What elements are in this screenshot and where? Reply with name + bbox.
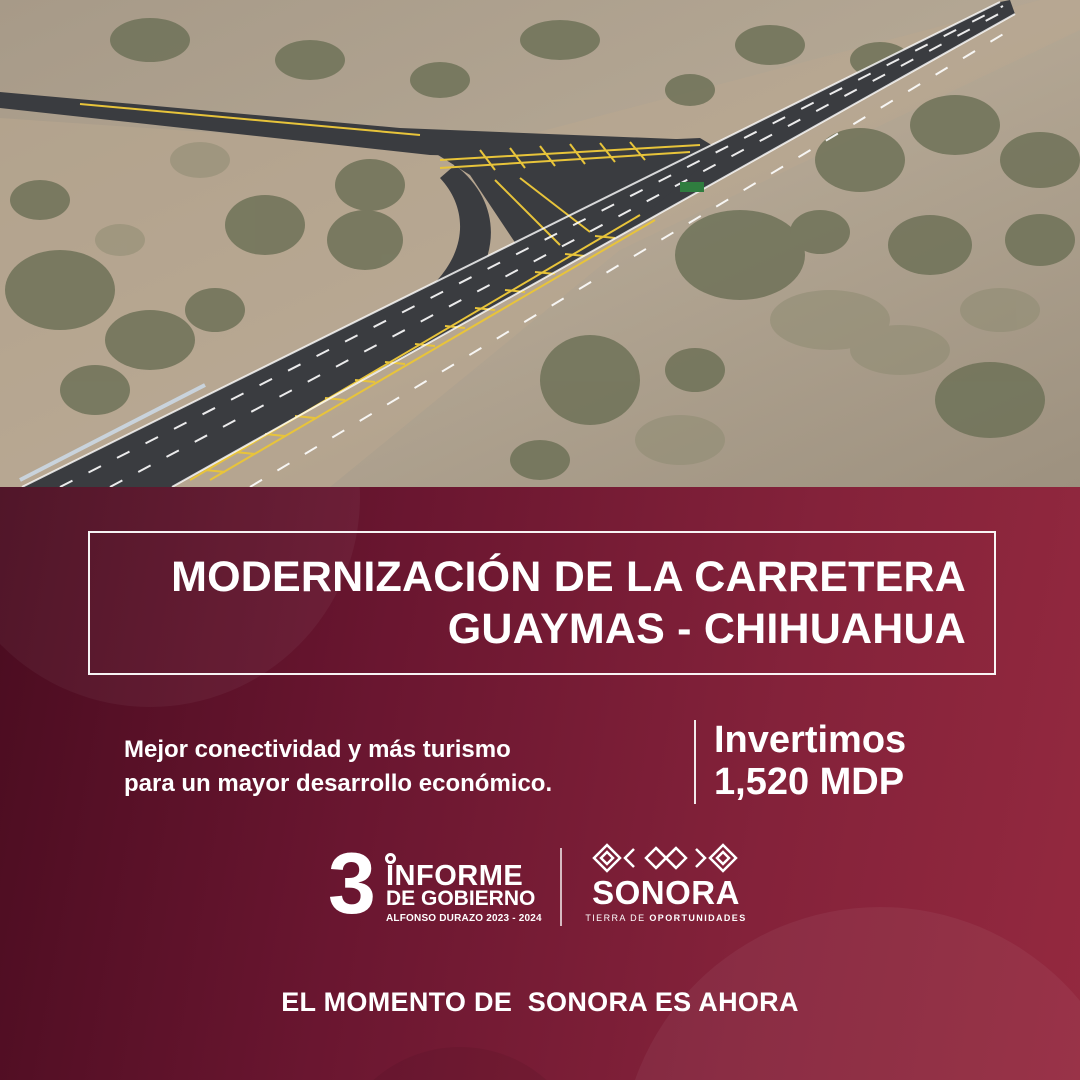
aerial-highway-photo xyxy=(0,0,1080,487)
sonora-tagline-bold: OPORTUNIDADES xyxy=(649,913,747,923)
headline-line-1: MODERNIZACIÓN DE LA CARRETERA xyxy=(171,553,966,601)
subtitle-divider xyxy=(694,720,696,804)
sonora-tagline-prefix: TIERRA DE xyxy=(585,913,650,923)
headline-box xyxy=(88,531,996,675)
subtitle-line-2: para un mayor desarrollo económico. xyxy=(124,770,553,797)
sonora-name: SONORA xyxy=(592,874,740,911)
informe-de-gobierno-logo xyxy=(328,836,548,932)
informe-subtitle: DE GOBIERNO xyxy=(386,887,536,910)
decorative-circle xyxy=(330,1047,590,1080)
info-panel xyxy=(0,487,1080,1080)
investment-value: 1,520 MDP xyxy=(714,761,905,803)
sonora-tagline xyxy=(576,913,756,923)
informe-title: INFORME xyxy=(386,860,524,892)
informe-number: 3 xyxy=(328,836,374,932)
logo-divider xyxy=(560,848,562,926)
investment-label: Invertimos xyxy=(714,719,907,761)
slogan: EL MOMENTO DE SONORA ES AHORA xyxy=(281,987,799,1017)
subtitle-line-1: Mejor conectividad y más turismo xyxy=(124,736,511,763)
subtitle-description xyxy=(124,733,684,801)
sonora-pattern-icon xyxy=(590,841,740,875)
highway-illustration xyxy=(0,0,1080,487)
informe-name-years: ALFONSO DURAZO 2023 - 2024 xyxy=(386,913,542,924)
investment-amount xyxy=(714,719,974,803)
sonora-logo xyxy=(576,841,756,931)
headline-line-2: GUAYMAS - CHIHUAHUA xyxy=(447,605,966,653)
